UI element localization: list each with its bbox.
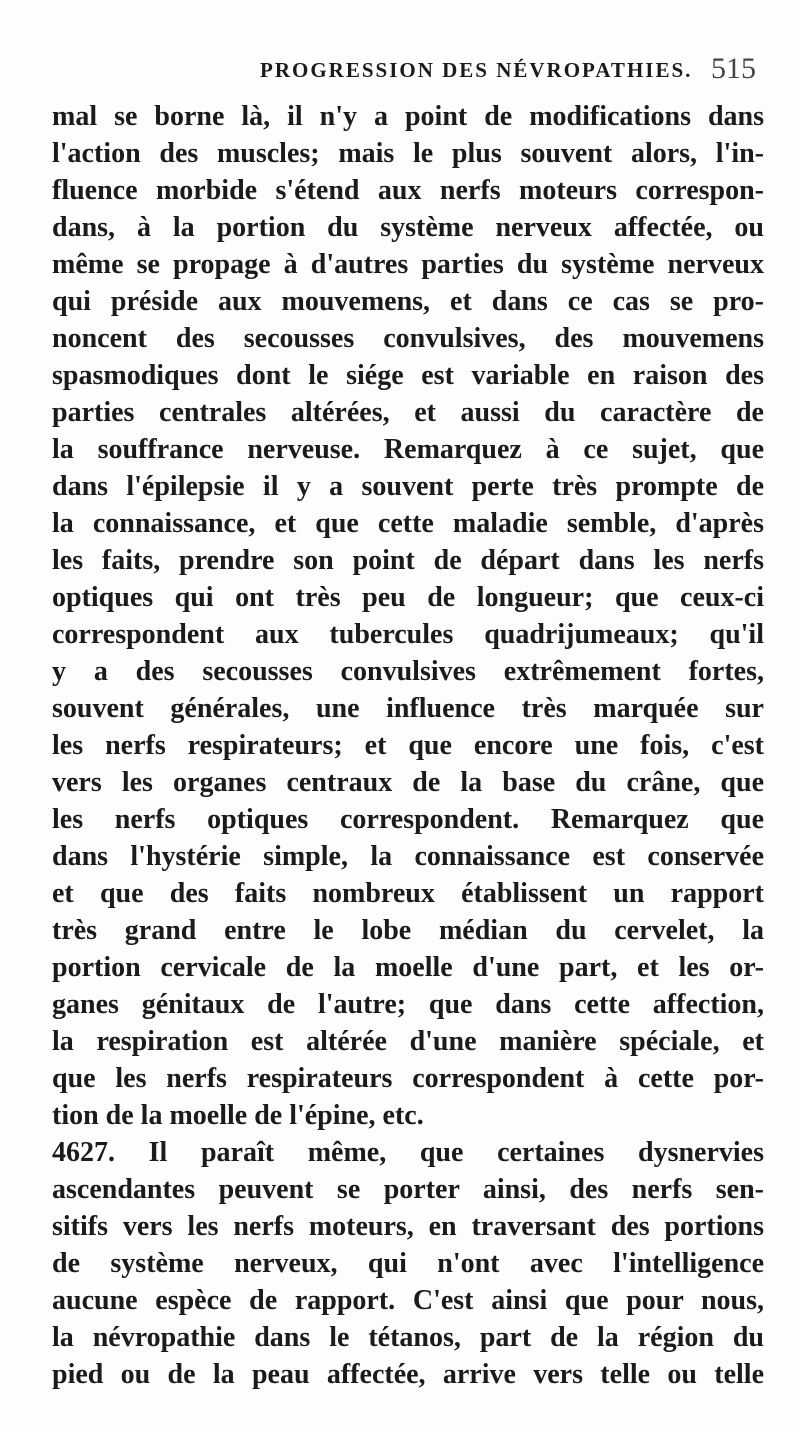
text-line: parties centrales altérées, et aussi du caractère de [52,397,764,428]
text-line: et que des faits nombreux établissent un rapport [52,878,764,909]
text-line: ganes génitaux de l'autre; que dans cette affection, [52,989,764,1020]
page-number: 515 [711,52,756,85]
text-line: fluence morbide s'étend aux nerfs moteurs correspon- [52,175,764,206]
text-line: noncent des secousses convulsives, des mouvemens [52,323,764,354]
text-line: aucune espèce de rapport. C'est ainsi que pour nous, [52,1285,764,1316]
text-line: qui préside aux mouvemens, et dans ce cas se pro- [52,286,764,317]
text-line: la névropathie dans le tétanos, part de la région du [52,1322,764,1353]
text-line: l'action des muscles; mais le plus souvent alors, l'in- [52,138,764,169]
text-line: portion cervicale de la moelle d'une part, et les or- [52,952,764,983]
text-line: mal se borne là, il n'y a point de modifications dans [52,101,764,132]
text-line: ascendantes peuvent se porter ainsi, des nerfs sen- [52,1174,764,1205]
text-line: vers les organes centraux de la base du crâne, que [52,767,764,798]
text-line: les faits, prendre son point de départ dans les nerfs [52,545,764,576]
text-line: la respiration est altérée d'une manière spéciale, et [52,1026,764,1057]
text-line: la connaissance, et que cette maladie semble, d'après [52,508,764,539]
text-line: tion de la moelle de l'épine, etc. [52,1100,424,1131]
text-line: la souffrance nerveuse. Remarquez à ce sujet, que [52,434,764,465]
body-text [52,98,764,1393]
text-line: que les nerfs respirateurs correspondent à cette por- [52,1063,764,1094]
text-line: correspondent aux tubercules quadrijumeaux; qu'il [52,619,764,650]
text-line: dans l'épilepsie il y a souvent perte très prompte de [52,471,764,502]
running-head: PROGRESSION DES NÉVROPATHIES. [260,58,693,82]
text-line: les nerfs respirateurs; et que encore une fois, c'est [52,730,764,761]
text-line: souvent générales, une influence très marquée sur [52,693,764,724]
text-line: dans, à la portion du système nerveux affectée, ou [52,212,764,243]
text-line: spasmodiques dont le siége est variable en raison des [52,360,764,391]
text-line: sitifs vers les nerfs moteurs, en traversant des portions [52,1211,764,1242]
text-line: dans l'hystérie simple, la connaissance est conservée [52,841,764,872]
text-line: 4627. Il paraît même, que certaines dysnervies [52,1137,764,1168]
text-line: pied ou de la peau affectée, arrive vers telle ou telle [52,1359,764,1390]
text-line: de système nerveux, qui n'ont avec l'intelligence [52,1248,764,1279]
text-line: même se propage à d'autres parties du système nerveux [52,249,764,280]
text-line: optiques qui ont très peu de longueur; que ceux-ci [52,582,764,613]
text-line: les nerfs optiques correspondent. Remarquez que [52,804,764,835]
text-line: y a des secousses convulsives extrêmement fortes, [52,656,764,687]
text-line: très grand entre le lobe médian du cervelet, la [52,915,764,946]
